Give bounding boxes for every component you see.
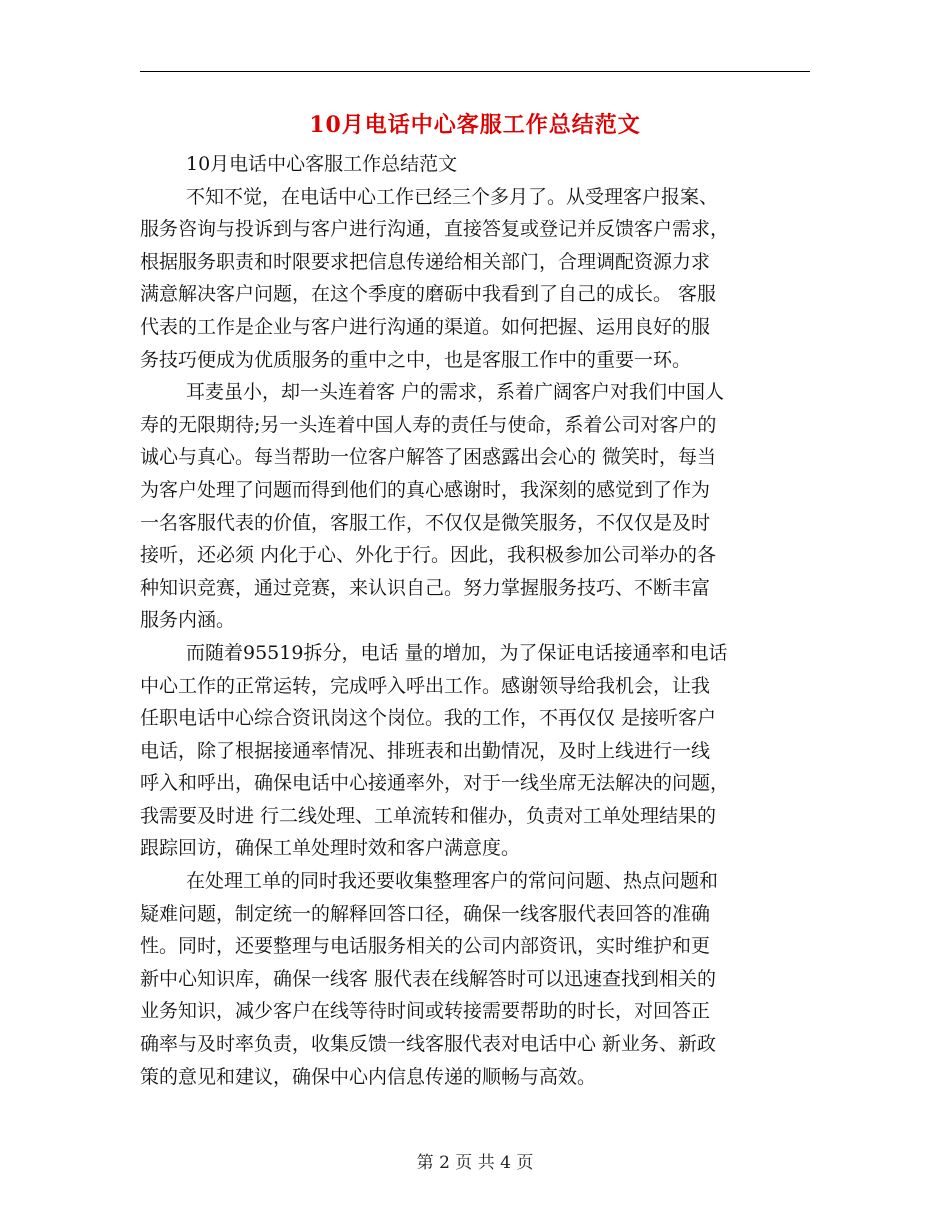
text-line: 服务咨询与投诉到与客户进行沟通，直接答复或登记并反馈客户需求，	[140, 218, 730, 241]
document-title: 10月电话中心客服工作总结范文	[309, 112, 641, 138]
text-line: 呼入和呼出，确保电话中心接通率外，对于一线坐席无法解决的问题，	[140, 772, 730, 795]
text-line: 不知不觉，在电话中心工作已经三个多月了。从受理客户报案、	[186, 185, 719, 208]
text-line: 疑难问题，制定统一的解释回答口径，确保一线客服代表回答的准确	[140, 902, 711, 925]
text-line: 业务知识，减少客户在线等待时间或转接需要帮助的时长，对回答正	[140, 1000, 711, 1023]
text-line: 代表的工作是企业与客户进行沟通的渠道。如何把握、运用良好的服	[140, 315, 711, 338]
text-line: 在处理工单的同时我还要收集整理客户的常问问题、热点问题和	[186, 870, 719, 893]
text-line: 诚心与真心。每当帮助一位客户解答了困惑露出会心的 微笑时，每当	[140, 446, 717, 469]
text-line: 耳麦虽小，却一头连着客 户的需求，系着广阔客户对我们中国人	[186, 381, 725, 404]
text-line: 寿的无限期待;另一头连着中国人寿的责任与使命，系着公司对客户的	[140, 413, 717, 436]
text-line: 种知识竞赛，通过竞赛，来认识自己。努力掌握服务技巧、不断丰富	[140, 576, 711, 599]
text-line: 中心工作的正常运转，完成呼入呼出工作。感谢领导给我机会，让我	[140, 674, 711, 697]
text-line: 电话，除了根据接通率情况、排班表和出勤情况，及时上线进行一线	[140, 739, 711, 762]
text-line: 满意解决客户问题，在这个季度的磨砺中我看到了自己的成长。 客服	[140, 283, 717, 306]
text-line: 策的意见和建议，确保中心内信息传递的顺畅与高效。	[140, 1065, 597, 1088]
text-line: 新中心知识库，确保一线客 服代表在线解答时可以迅速查找到相关的	[140, 967, 717, 990]
header-rule	[140, 71, 810, 72]
text-line: 跟踪回访，确保工单处理时效和客户满意度。	[140, 837, 521, 860]
text-line: 一名客服代表的价值，客服工作，不仅仅是微笑服务，不仅仅是及时	[140, 511, 711, 534]
text-line: 10月电话中心客服工作总结范文	[186, 153, 458, 175]
text-line: 接听，还必须 内化于心、外化于行。因此，我积极参加公司举办的各	[140, 544, 717, 567]
document-body	[140, 148, 810, 1093]
page-number: 第 2 页 共 4 页	[416, 1153, 534, 1173]
text-line: 确率与及时率负责，收集反馈一线客服代表对电话中心 新业务、新政	[140, 1033, 717, 1056]
text-line: 而随着95519拆分，电话 量的增加，为了保证电话接通率和电话	[186, 641, 728, 664]
text-line: 我需要及时进 行二线处理、工单流转和催办，负责对工单处理结果的	[140, 804, 717, 827]
text-line: 务技巧便成为优质服务的重中之中，也是客服工作中的重要一环。	[140, 348, 692, 371]
text-line: 根据服务职责和时限要求把信息传递给相关部门，合理调配资源力求	[140, 250, 711, 273]
text-line: 服务内涵。	[140, 609, 236, 632]
text-line: 性。同时，还要整理与电话服务相关的公司内部资讯，实时维护和更	[140, 935, 711, 958]
text-line: 为客户处理了问题而得到他们的真心感谢时，我深刻的感觉到了作为	[140, 478, 711, 501]
text-line: 任职电话中心综合资讯岗这个岗位。我的工作，不再仅仅 是接听客户	[140, 707, 717, 730]
